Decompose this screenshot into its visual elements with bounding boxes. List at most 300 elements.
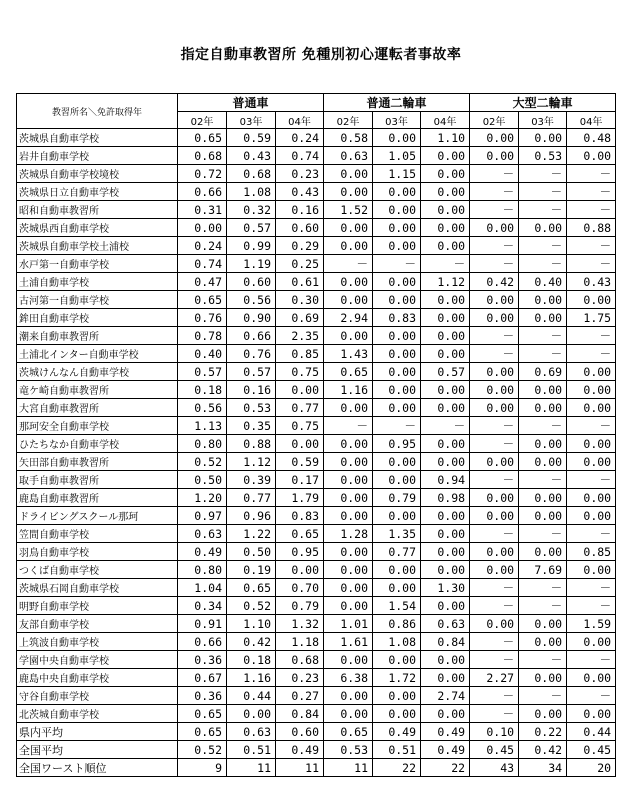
rate-cell: 0.53 [519, 147, 567, 165]
rate-cell: － [470, 705, 519, 723]
rate-cell: 0.88 [227, 435, 276, 453]
rate-cell: 1.61 [324, 633, 373, 651]
rate-cell: 0.90 [227, 309, 276, 327]
rate-cell: 0.00 [421, 525, 470, 543]
rate-cell: 0.77 [373, 543, 421, 561]
table-body [17, 129, 616, 777]
rate-cell: 0.00 [421, 309, 470, 327]
rate-cell: 0.00 [519, 291, 567, 309]
rate-cell: 0.16 [227, 381, 276, 399]
rate-cell: 0.32 [227, 201, 276, 219]
table-row [17, 327, 616, 345]
rate-cell: 0.00 [421, 147, 470, 165]
rate-cell: 0.85 [276, 345, 324, 363]
rate-cell: 0.86 [373, 615, 421, 633]
rate-cell: 0.23 [276, 669, 324, 687]
table-row [17, 273, 616, 291]
rate-cell: － [519, 525, 567, 543]
rate-cell: 0.72 [178, 165, 227, 183]
rate-cell: 0.00 [227, 705, 276, 723]
school-name: 学園中央自動車学校 [17, 651, 178, 669]
rate-cell: 0.42 [227, 633, 276, 651]
year-header: 02年 [470, 112, 519, 129]
rate-cell: 0.24 [276, 129, 324, 147]
rate-cell: 1.32 [276, 615, 324, 633]
rate-cell: 0.00 [567, 363, 616, 381]
rate-cell: － [567, 417, 616, 435]
school-name: 岩井自動車学校 [17, 147, 178, 165]
school-name: 古河第一自動車学校 [17, 291, 178, 309]
school-name: 大宮自動車教習所 [17, 399, 178, 417]
rate-cell: 0.00 [519, 633, 567, 651]
rate-cell: 11 [276, 759, 324, 777]
rate-cell: － [567, 525, 616, 543]
table-row [17, 309, 616, 327]
rate-cell: 0.63 [227, 723, 276, 741]
rate-cell: 1.18 [276, 633, 324, 651]
rate-cell: 0.00 [421, 291, 470, 309]
table-row [17, 615, 616, 633]
table-row [17, 453, 616, 471]
rate-cell: 0.79 [276, 597, 324, 615]
rate-cell: 0.00 [421, 507, 470, 525]
rate-cell: 0.40 [178, 345, 227, 363]
school-name: 竜ケ崎自動車教習所 [17, 381, 178, 399]
rate-cell: 1.43 [324, 345, 373, 363]
rate-cell: 0.00 [421, 237, 470, 255]
rate-cell: 0.50 [178, 471, 227, 489]
rate-cell: 0.00 [519, 489, 567, 507]
rate-cell: 0.00 [421, 165, 470, 183]
rate-cell: 0.49 [373, 723, 421, 741]
school-name: 県内平均 [17, 723, 178, 741]
year-header: 02年 [324, 112, 373, 129]
rate-cell: － [519, 255, 567, 273]
rate-cell: － [519, 165, 567, 183]
school-name: 矢田部自動車教習所 [17, 453, 178, 471]
rate-cell: － [519, 327, 567, 345]
rate-cell: 0.95 [276, 543, 324, 561]
rate-cell: － [567, 165, 616, 183]
rate-cell: 1.16 [324, 381, 373, 399]
rate-cell: 0.96 [227, 507, 276, 525]
rate-cell: 1.52 [324, 201, 373, 219]
rate-cell: 0.00 [421, 345, 470, 363]
rate-cell: 0.00 [373, 273, 421, 291]
rate-cell: 0.00 [421, 201, 470, 219]
school-name: 茨城県西自動車学校 [17, 219, 178, 237]
school-name: 明野自動車学校 [17, 597, 178, 615]
table-row [17, 561, 616, 579]
rate-cell: 0.00 [421, 183, 470, 201]
school-name: 友部自動車学校 [17, 615, 178, 633]
rate-cell: 34 [519, 759, 567, 777]
rate-cell: 0.80 [178, 435, 227, 453]
rate-cell: － [470, 201, 519, 219]
year-header: 02年 [178, 112, 227, 129]
rate-cell: － [324, 417, 373, 435]
rate-cell: 0.27 [276, 687, 324, 705]
rate-cell: － [373, 255, 421, 273]
rate-cell: 0.00 [567, 147, 616, 165]
rate-cell: 0.39 [227, 471, 276, 489]
school-name: 鉾田自動車学校 [17, 309, 178, 327]
rate-cell: 0.00 [324, 435, 373, 453]
accident-rate-table [16, 93, 616, 777]
rate-cell: 0.00 [324, 489, 373, 507]
rate-cell: 0.79 [373, 489, 421, 507]
school-name: 茨城県自動車学校 [17, 129, 178, 147]
rate-cell: 0.45 [567, 741, 616, 759]
rate-cell: 0.00 [567, 399, 616, 417]
rate-cell: 1.16 [227, 669, 276, 687]
rate-cell: － [324, 255, 373, 273]
table-row [17, 147, 616, 165]
rate-cell: 1.72 [373, 669, 421, 687]
group-header-large-motorcycle: 大型二輪車 [470, 94, 616, 112]
rate-cell: 0.00 [519, 543, 567, 561]
rate-cell: － [470, 327, 519, 345]
rate-cell: 0.77 [276, 399, 324, 417]
rate-cell: 0.43 [276, 183, 324, 201]
rate-cell: 1.20 [178, 489, 227, 507]
table-row [17, 525, 616, 543]
school-name: 取手自動車教習所 [17, 471, 178, 489]
rate-cell: 0.77 [227, 489, 276, 507]
rate-cell: 0.65 [276, 525, 324, 543]
rate-cell: 0.83 [373, 309, 421, 327]
rate-cell: 0.00 [373, 453, 421, 471]
rate-cell: 0.00 [421, 669, 470, 687]
school-name: ひたちなか自動車学校 [17, 435, 178, 453]
rate-cell: 0.00 [421, 453, 470, 471]
rate-cell: 0.65 [324, 723, 373, 741]
rate-cell: 0.00 [324, 237, 373, 255]
rate-cell: － [519, 183, 567, 201]
rate-cell: 0.65 [324, 363, 373, 381]
table-row [17, 345, 616, 363]
rate-cell: － [470, 651, 519, 669]
rate-cell: 0.00 [324, 291, 373, 309]
rate-cell: 0.00 [519, 129, 567, 147]
rate-cell: 0.00 [178, 219, 227, 237]
year-header: 03年 [373, 112, 421, 129]
rate-cell: 0.00 [519, 615, 567, 633]
rate-cell: 0.80 [178, 561, 227, 579]
rate-cell: 0.00 [373, 579, 421, 597]
rate-cell: 0.23 [276, 165, 324, 183]
rate-cell: － [470, 237, 519, 255]
rate-cell: 0.65 [178, 129, 227, 147]
table-row [17, 399, 616, 417]
school-name: 茨城県石岡自動車学校 [17, 579, 178, 597]
rate-cell: 0.60 [276, 219, 324, 237]
rate-cell: 0.00 [324, 219, 373, 237]
corner-header: 教習所名＼免許取得年 [17, 94, 178, 129]
rate-cell: 0.00 [470, 507, 519, 525]
rate-cell: 0.60 [227, 273, 276, 291]
rate-cell: 0.18 [178, 381, 227, 399]
rate-cell: － [567, 651, 616, 669]
rate-cell: 0.00 [519, 381, 567, 399]
rate-cell: 0.45 [470, 741, 519, 759]
rate-cell: 0.00 [519, 705, 567, 723]
rate-cell: 0.61 [276, 273, 324, 291]
rate-cell: 1.13 [178, 417, 227, 435]
rate-cell: 0.00 [324, 561, 373, 579]
rate-cell: 0.00 [373, 507, 421, 525]
year-header: 04年 [421, 112, 470, 129]
rate-cell: 0.00 [421, 543, 470, 561]
rate-cell: 0.52 [227, 597, 276, 615]
rate-cell: 1.59 [567, 615, 616, 633]
rate-cell: 0.00 [373, 201, 421, 219]
rate-cell: 0.68 [178, 147, 227, 165]
rate-cell: 0.00 [324, 471, 373, 489]
rate-cell: 0.34 [178, 597, 227, 615]
rate-cell: 43 [470, 759, 519, 777]
rate-cell: 0.00 [373, 363, 421, 381]
rate-cell: 0.67 [178, 669, 227, 687]
rate-cell: － [519, 579, 567, 597]
rate-cell: 0.00 [324, 543, 373, 561]
rate-cell: 0.00 [470, 309, 519, 327]
rate-cell: 0.25 [276, 255, 324, 273]
rate-cell: 0.31 [178, 201, 227, 219]
rate-cell: 0.00 [519, 669, 567, 687]
year-header: 04年 [567, 112, 616, 129]
table-row [17, 669, 616, 687]
rate-cell: 0.65 [227, 579, 276, 597]
rate-cell: 0.97 [178, 507, 227, 525]
rate-cell: 0.00 [324, 327, 373, 345]
rate-cell: － [470, 579, 519, 597]
rate-cell: － [567, 255, 616, 273]
rate-cell: － [519, 597, 567, 615]
rate-cell: 0.00 [567, 705, 616, 723]
year-header: 03年 [227, 112, 276, 129]
rate-cell: 0.00 [373, 561, 421, 579]
rate-cell: 0.00 [373, 705, 421, 723]
rate-cell: 0.22 [519, 723, 567, 741]
rate-cell: 0.00 [373, 183, 421, 201]
rate-cell: 0.75 [276, 417, 324, 435]
rate-cell: 0.56 [227, 291, 276, 309]
rate-cell: 0.00 [519, 309, 567, 327]
table-row [17, 183, 616, 201]
rate-cell: 1.15 [373, 165, 421, 183]
rate-cell: － [567, 237, 616, 255]
rate-cell: － [567, 345, 616, 363]
rate-cell: 0.35 [227, 417, 276, 435]
rate-cell: 11 [324, 759, 373, 777]
rate-cell: 0.42 [519, 741, 567, 759]
rate-cell: 0.66 [178, 183, 227, 201]
rate-cell: 0.00 [421, 219, 470, 237]
rate-cell: － [470, 597, 519, 615]
table-row [17, 363, 616, 381]
rate-cell: 11 [227, 759, 276, 777]
rate-cell: 0.53 [227, 399, 276, 417]
rate-cell: 0.00 [324, 597, 373, 615]
rate-cell: 0.00 [470, 489, 519, 507]
table-row [17, 291, 616, 309]
school-name: 上筑波自動車学校 [17, 633, 178, 651]
rate-cell: 0.84 [276, 705, 324, 723]
school-name: 全国ワースト順位 [17, 759, 178, 777]
table-row [17, 381, 616, 399]
rate-cell: 0.74 [178, 255, 227, 273]
rate-cell: 0.59 [276, 453, 324, 471]
rate-cell: 0.70 [276, 579, 324, 597]
school-name: 笠間自動車学校 [17, 525, 178, 543]
rate-cell: 0.00 [373, 129, 421, 147]
rate-cell: 0.00 [567, 489, 616, 507]
rate-cell: 0.10 [470, 723, 519, 741]
rate-cell: 1.19 [227, 255, 276, 273]
rate-cell: 0.44 [567, 723, 616, 741]
school-name: ドライビングスクール那珂 [17, 507, 178, 525]
rate-cell: 0.18 [227, 651, 276, 669]
rate-cell: 0.76 [178, 309, 227, 327]
school-name: 茨城県日立自動車学校 [17, 183, 178, 201]
rate-cell: － [421, 255, 470, 273]
rate-cell: 0.69 [519, 363, 567, 381]
rate-cell: 0.66 [178, 633, 227, 651]
rate-cell: － [470, 633, 519, 651]
rate-cell: 0.88 [567, 219, 616, 237]
rate-cell: 1.75 [567, 309, 616, 327]
rate-cell: 0.98 [421, 489, 470, 507]
rate-cell: 0.00 [519, 453, 567, 471]
rate-cell: 0.00 [470, 381, 519, 399]
table-row [17, 507, 616, 525]
rate-cell: 0.66 [227, 327, 276, 345]
rate-cell: 0.00 [519, 399, 567, 417]
rate-cell: 1.79 [276, 489, 324, 507]
rate-cell: 0.00 [324, 183, 373, 201]
school-name: 潮来自動車教習所 [17, 327, 178, 345]
rate-cell: － [519, 651, 567, 669]
rate-cell: 0.68 [227, 165, 276, 183]
rate-cell: 0.00 [373, 237, 421, 255]
rate-cell: － [567, 327, 616, 345]
rate-cell: － [519, 687, 567, 705]
rate-cell: 0.00 [567, 507, 616, 525]
rate-cell: 0.00 [324, 453, 373, 471]
table-row [17, 471, 616, 489]
rate-cell: 2.35 [276, 327, 324, 345]
summary-row [17, 741, 616, 759]
rate-cell: 0.42 [470, 273, 519, 291]
rate-cell: 0.68 [276, 651, 324, 669]
school-name: 水戸第一自動車学校 [17, 255, 178, 273]
rate-cell: 1.10 [227, 615, 276, 633]
rate-cell: 0.00 [276, 381, 324, 399]
rate-cell: － [519, 201, 567, 219]
rate-cell: 0.00 [470, 453, 519, 471]
rate-cell: 0.49 [421, 723, 470, 741]
rate-cell: － [470, 183, 519, 201]
rate-cell: 0.00 [519, 507, 567, 525]
rate-cell: 0.00 [567, 561, 616, 579]
school-name: 土浦北インター自動車学校 [17, 345, 178, 363]
rate-cell: 0.00 [470, 363, 519, 381]
rate-cell: 1.22 [227, 525, 276, 543]
rate-cell: 0.00 [373, 471, 421, 489]
rate-cell: 0.00 [373, 381, 421, 399]
rate-cell: 0.49 [178, 543, 227, 561]
table-row [17, 129, 616, 147]
rate-cell: 0.49 [421, 741, 470, 759]
rate-cell: 0.00 [519, 219, 567, 237]
rate-cell: 0.40 [519, 273, 567, 291]
rate-cell: － [567, 687, 616, 705]
rate-cell: － [470, 471, 519, 489]
rate-cell: 0.51 [227, 741, 276, 759]
rate-cell: 0.00 [324, 579, 373, 597]
year-header: 04年 [276, 112, 324, 129]
school-name: 茨城けんなん自動車学校 [17, 363, 178, 381]
table-row [17, 579, 616, 597]
rate-cell: 0.57 [421, 363, 470, 381]
rate-cell: 2.74 [421, 687, 470, 705]
rate-cell: 0.00 [324, 705, 373, 723]
rate-cell: － [470, 165, 519, 183]
table-row [17, 237, 616, 255]
rate-cell: 0.00 [567, 435, 616, 453]
rate-cell: 1.10 [421, 129, 470, 147]
page-title: 指定自動車教習所 免種別初心運転者事故率 [180, 47, 462, 63]
rate-cell: 1.04 [178, 579, 227, 597]
rate-cell: 0.52 [178, 453, 227, 471]
table-row [17, 651, 616, 669]
rate-cell: 0.00 [373, 651, 421, 669]
school-name: つくば自動車学校 [17, 561, 178, 579]
rate-cell: 0.00 [567, 291, 616, 309]
rate-cell: 0.36 [178, 687, 227, 705]
rate-cell: 0.00 [470, 561, 519, 579]
rate-cell: 0.95 [373, 435, 421, 453]
rate-cell: 0.00 [324, 687, 373, 705]
rate-cell: 0.00 [470, 219, 519, 237]
rate-cell: － [421, 417, 470, 435]
rate-cell: 0.91 [178, 615, 227, 633]
rate-cell: 1.08 [373, 633, 421, 651]
rate-cell: 0.63 [421, 615, 470, 633]
rate-cell: 0.00 [373, 345, 421, 363]
rate-cell: 0.00 [421, 705, 470, 723]
school-name: 鹿島中央自動車学校 [17, 669, 178, 687]
rate-cell: 20 [567, 759, 616, 777]
table-row [17, 489, 616, 507]
rate-cell: 0.00 [567, 381, 616, 399]
rate-cell: － [567, 597, 616, 615]
rate-cell: 0.78 [178, 327, 227, 345]
rate-cell: 1.05 [373, 147, 421, 165]
rate-cell: － [567, 471, 616, 489]
rate-cell: 22 [421, 759, 470, 777]
rate-cell: 0.00 [470, 291, 519, 309]
year-header: 03年 [519, 112, 567, 129]
rate-cell: 0.29 [276, 237, 324, 255]
rate-cell: － [470, 525, 519, 543]
rate-cell: 0.00 [421, 561, 470, 579]
rate-cell: － [373, 417, 421, 435]
rate-cell: 0.75 [276, 363, 324, 381]
rate-cell: 0.00 [276, 435, 324, 453]
rate-cell: 0.30 [276, 291, 324, 309]
